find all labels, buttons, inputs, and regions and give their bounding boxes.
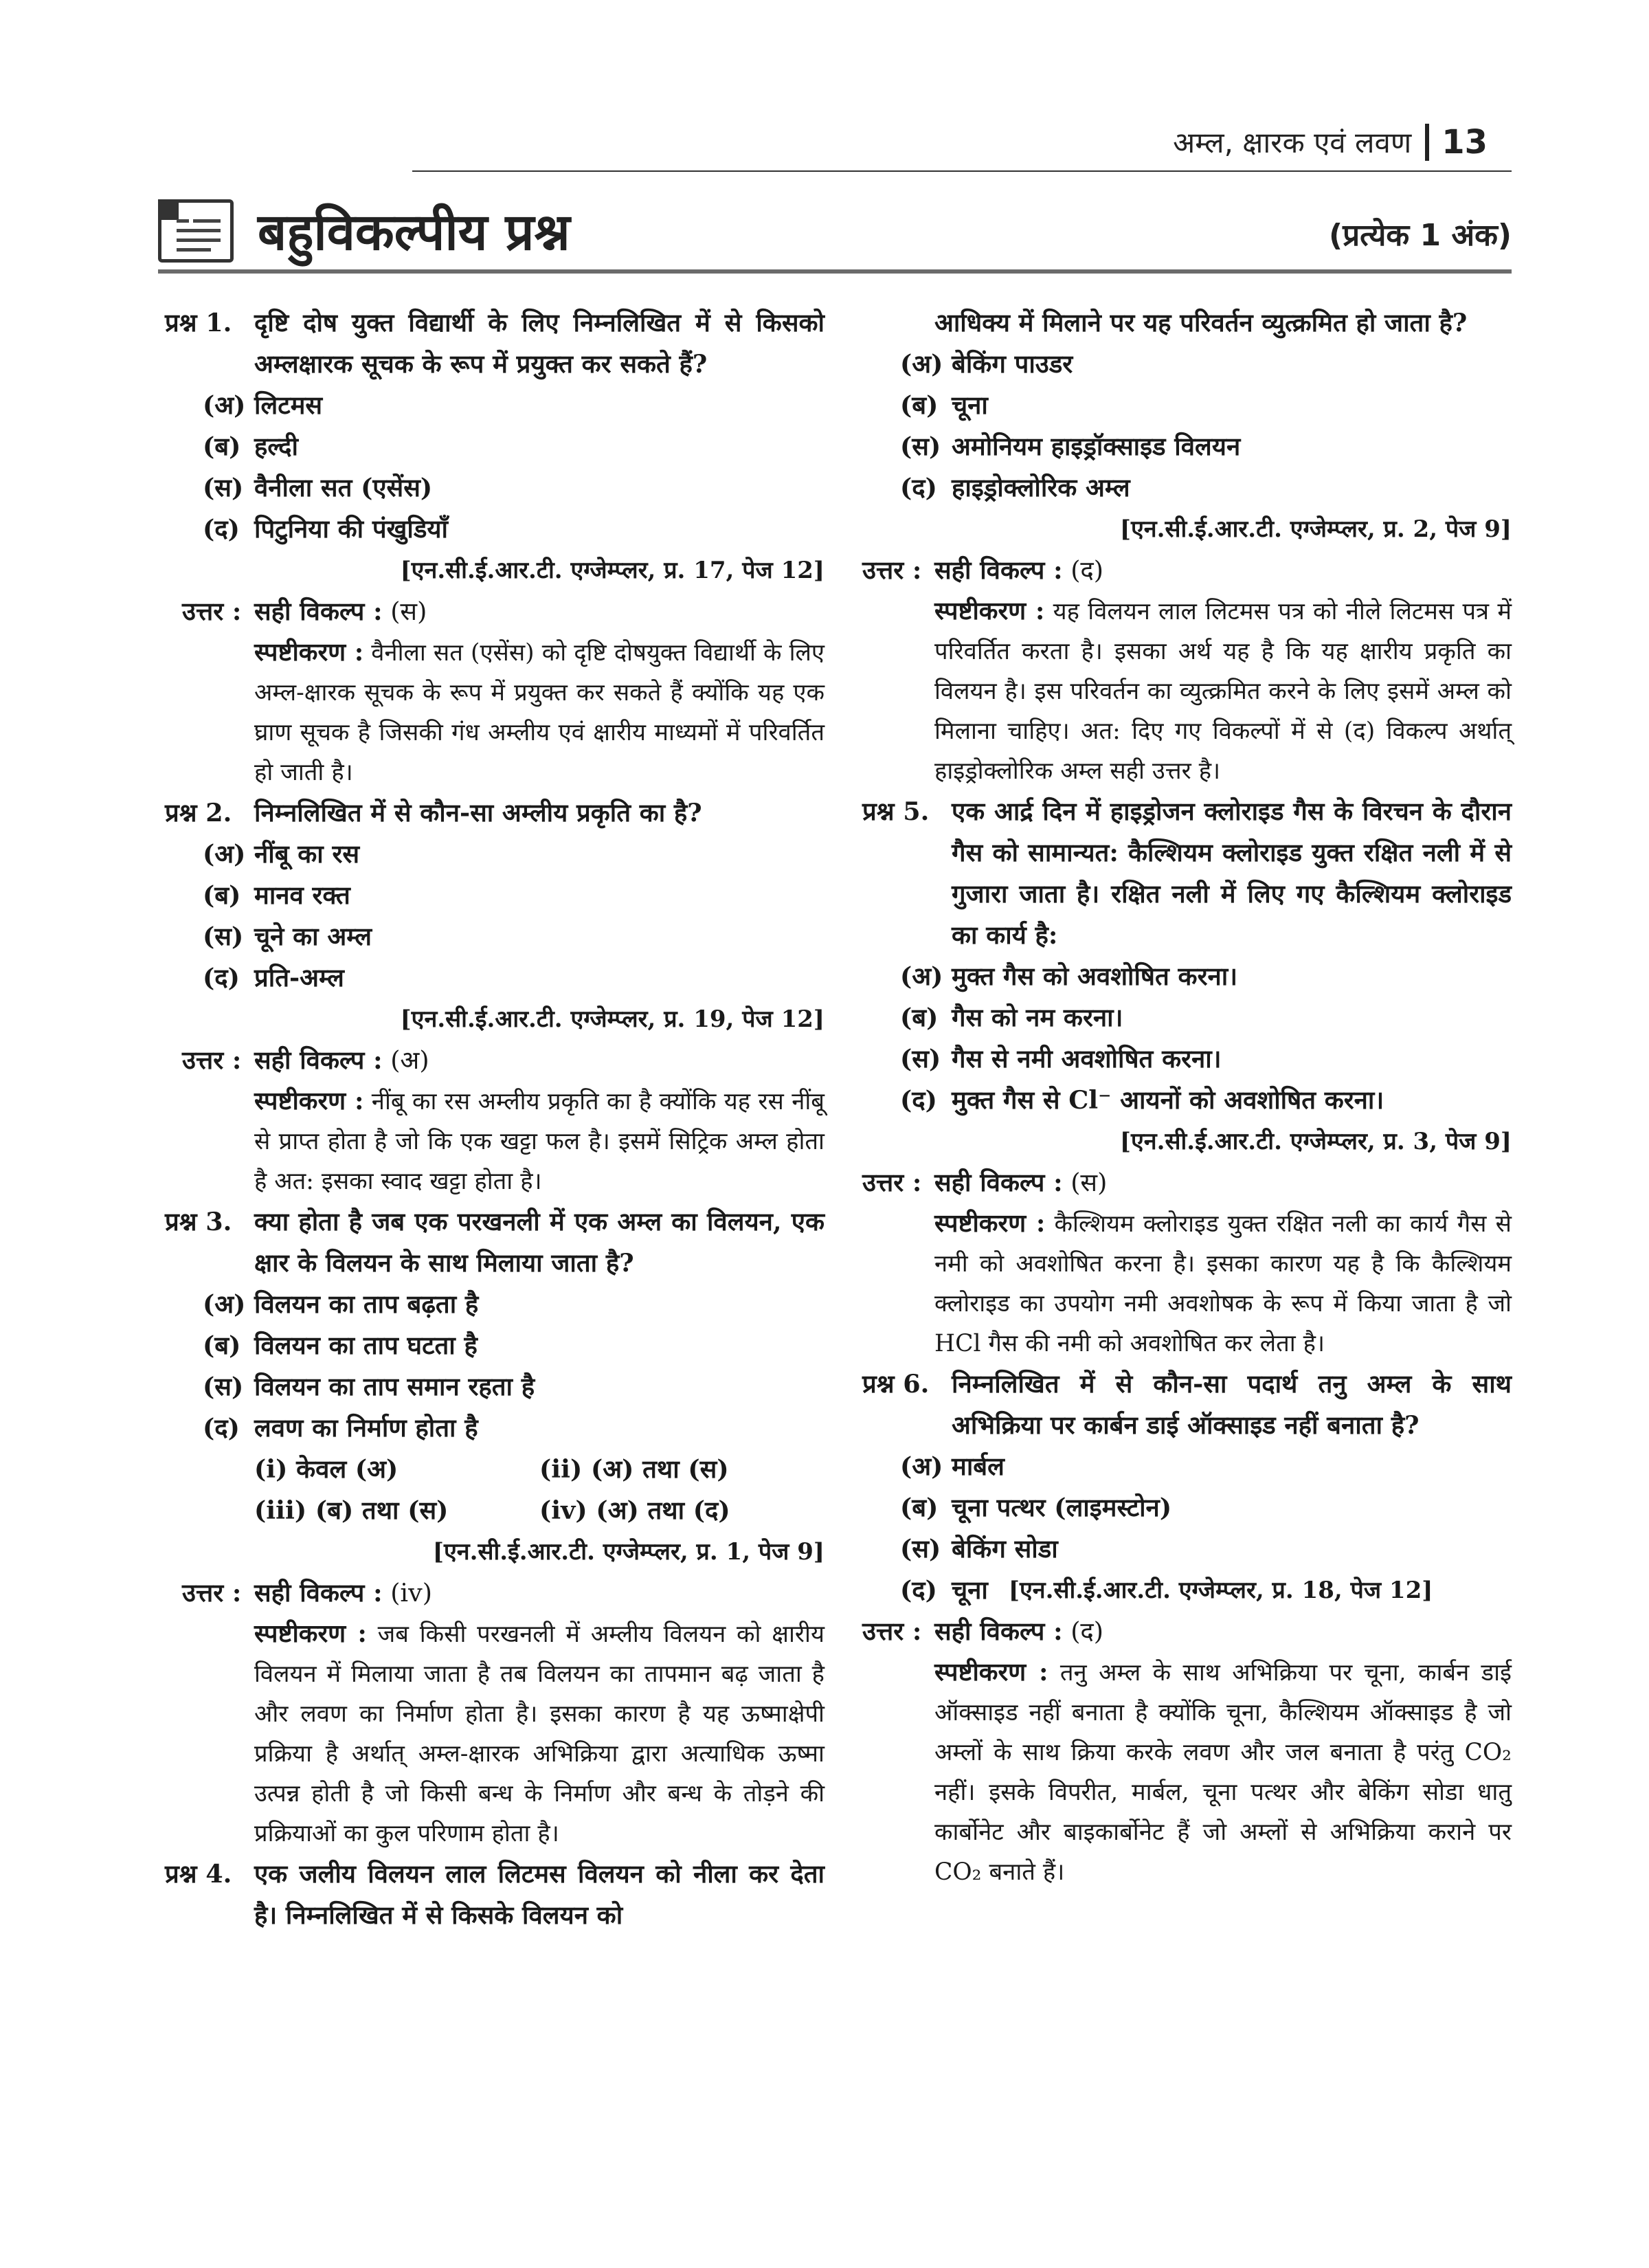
question-number: प्रश्न 3. <box>165 1207 232 1236</box>
source-reference: [एन.सी.ई.आर.टी. एग्जेम्प्लर, प्र. 2, पेज 9] <box>1119 515 1512 543</box>
question-5 <box>862 791 1512 1364</box>
explanation: स्पष्टीकरण : तनु अम्ल के साथ अभिक्रिया पर चूना, कार्बन डाई ऑक्साइड नहीं बनाता है क्योंकि चूना, कैल्शियम ऑक्साइड है जो अम्लों के साथ क्रिया करके लवण और जल बनाता है परंतु CO₂ नहीं। इसके विपरीत, मार्बल, चूना पत्थर और बेकिंग सोडा धातु कार्बोनेट और बाइकार्बोनेट हैं जो अम्लों से अभिक्रिया कराने पर CO₂ बनाते हैं। <box>934 1658 1512 1886</box>
option: (स) अमोनियम हाइड्रॉक्साइड विलयन <box>900 432 1241 461</box>
option: (अ) नींबू का रस <box>203 839 360 869</box>
answer: उत्तर : सही विकल्प : (अ) <box>182 1045 429 1075</box>
option: (स) विलयन का ताप समान रहता है <box>203 1372 535 1401</box>
answer: उत्तर : सही विकल्प : (iv) <box>182 1578 432 1608</box>
header-divider <box>1425 124 1429 161</box>
question-text: प्रश्न 3. क्या होता है जब एक परखनली में एक अम्ल का विलयन, एक क्षार के विलयन के साथ मिलाया जाता है? <box>165 1201 824 1284</box>
explanation: स्पष्टीकरण : जब किसी परखनली में अम्लीय विलयन को क्षारीय विलयन में मिलाया जाता है तब विलयन का तापमान बढ़ जाता है और लवण का निर्माण होता है। इसका कारण है यह ऊष्माक्षेपी प्रक्रिया है अर्थात् अम्ल-क्षारक अभिक्रिया द्वारा अत्याधिक ऊष्मा उत्पन्न होती है जो किसी बन्ध के निर्माण और बन्ध के तोड़ने की प्रक्रियाओं का कुल परिणाम होता है। <box>254 1619 824 1847</box>
question-text: प्रश्न 1. दृष्टि दोष युक्त विद्यार्थी के लिए निम्नलिखित में से किसको अम्लक्षारक सूचक के रूप में प्रयुक्त कर सकते हैं? <box>165 302 824 385</box>
answer: उत्तर : सही विकल्प : (द) <box>862 555 1104 585</box>
option: (अ) विलयन का ताप बढ़ता है <box>203 1289 479 1319</box>
explanation: स्पष्टीकरण : कैल्शियम क्लोराइड युक्त रक्षित नली का कार्य गैस से नमी को अवशोषित करना है। इसका कारण यह है कि कैल्शियम क्लोराइड का उपयोग नमी अवशोषक के रूप में किया जाता है जो HCl गैस की नमी को अवशोषित कर लेता है। <box>934 1209 1512 1357</box>
option: (अ) मार्बल <box>900 1452 1005 1481</box>
option: (द) प्रति-अम्ल <box>203 963 344 992</box>
explanation: स्पष्टीकरण : यह विलयन लाल लिटमस पत्र को नीले लिटमस पत्र में परिवर्तित करता है। इसका अर्थ यह है कि यह क्षारीय प्रकृति का विलयन है। इस परिवर्तन का व्युत्क्रमित करने के लिए इसमें अम्ल को मिलाना चाहिए। अत: दिए गए विकल्पों में से (द) विकल्प अर्थात् हाइड्रोक्लोरिक अम्ल सही उत्तर है। <box>934 597 1512 785</box>
answer: उत्तर : सही विकल्प : (द) <box>862 1616 1104 1646</box>
question-6 <box>862 1364 1512 1892</box>
question-text: आधिक्य में मिलाने पर यह परिवर्तन व्युत्क्रमित हो जाता है? <box>934 308 1468 337</box>
question-number: प्रश्न 6. <box>862 1369 930 1399</box>
page-number: 13 <box>1442 122 1488 162</box>
sub-option: (iii) (ब) तथा (स) <box>254 1496 449 1525</box>
question-4-continued <box>862 302 1512 791</box>
question-4 <box>165 1854 824 1936</box>
question-number: प्रश्न 1. <box>165 308 232 337</box>
running-title: अम्ल, क्षारक एवं लवण <box>1173 126 1412 159</box>
source-reference: [एन.सी.ई.आर.टी. एग्जेम्प्लर, प्र. 17, पेज 12] <box>400 557 824 584</box>
option: (स) बेकिंग सोडा <box>900 1534 1058 1564</box>
section-heading <box>158 199 1512 268</box>
option: (द) हाइड्रोक्लोरिक अम्ल <box>900 473 1130 502</box>
source-reference: [एन.सी.ई.आर.टी. एग्जेम्प्लर, प्र. 1, पेज 9] <box>432 1538 824 1566</box>
section-rule <box>158 269 1512 274</box>
sub-option: (i) केवल (अ) <box>254 1454 399 1484</box>
source-reference: [एन.सी.ई.आर.टी. एग्जेम्प्लर, प्र. 19, पेज 12] <box>400 1005 824 1033</box>
document-list-icon <box>158 199 234 263</box>
option: (द) चूना [एन.सी.ई.आर.टी. एग्जेम्प्लर, प्र. 18, पेज 12] <box>862 1570 1512 1611</box>
question-text: प्रश्न 6. निम्नलिखित में से कौन-सा पदार्थ तनु अम्ल के साथ अभिक्रिया पर कार्बन डाई ऑक्साइड नहीं बनाता है? <box>862 1364 1512 1446</box>
sub-options <box>165 1449 824 1531</box>
sub-option: (iv) (अ) तथा (द) <box>539 1496 730 1525</box>
right-column <box>862 302 1512 1892</box>
option: (ब) हल्दी <box>203 432 298 461</box>
option: (स) वैनीला सत (एसेंस) <box>203 473 433 502</box>
option: (ब) मानव रक्त <box>203 880 350 910</box>
question-1 <box>165 302 824 792</box>
option: (ब) चूना पत्थर (लाइमस्टोन) <box>900 1493 1172 1522</box>
option: (स) चूने का अम्ल <box>203 922 372 951</box>
option: (ब) गैस को नम करना। <box>900 1003 1123 1032</box>
sub-option: (ii) (अ) तथा (स) <box>539 1454 729 1484</box>
option: (अ) लिटमस <box>203 390 323 420</box>
question-2 <box>165 792 824 1201</box>
question-number: प्रश्न 2. <box>165 798 232 827</box>
option: (स) गैस से नमी अवशोषित करना। <box>900 1044 1222 1074</box>
section-marks: (प्रत्येक 1 अंक) <box>1329 218 1512 253</box>
question-number: प्रश्न 5. <box>862 797 930 826</box>
option: (द) लवण का निर्माण होता है <box>203 1413 478 1443</box>
section-title: बहुविकल्पीय प्रश्न <box>258 203 570 262</box>
explanation: स्पष्टीकरण : वैनीला सत (एसेंस) को दृष्टि दोषयुक्त विद्यार्थी के लिए अम्ल-क्षारक सूचक के रूप में प्रयुक्त कर सकते हैं क्योंकि यह एक घ्राण सूचक है जिसकी गंध अम्लीय एवं क्षारीय माध्यमों में परिवर्तित हो जाती है। <box>254 638 824 786</box>
option: (द) मुक्त गैस से Cl⁻ आयनों को अवशोषित करना। <box>900 1085 1384 1115</box>
option: (अ) बेकिंग पाउडर <box>900 349 1073 379</box>
left-column <box>165 302 824 1936</box>
header-rule <box>412 170 1512 172</box>
option: (ब) विलयन का ताप घटता है <box>203 1331 478 1360</box>
question-text: प्रश्न 2. निम्नलिखित में से कौन-सा अम्लीय प्रकृति का है? <box>165 792 824 834</box>
question-3 <box>165 1201 824 1854</box>
option: (अ) मुक्त गैस को अवशोषित करना। <box>900 961 1238 991</box>
question-number: प्रश्न 4. <box>165 1859 232 1889</box>
option: (ब) चूना <box>900 390 988 420</box>
explanation: स्पष्टीकरण : नींबू का रस अम्लीय प्रकृति का है क्योंकि यह रस नींबू से प्राप्त होता है जो कि एक खट्टा फल है। इसमें सिट्रिक अम्ल होता है अत: इसका स्वाद खट्टा होता है। <box>254 1087 825 1195</box>
answer: उत्तर : सही विकल्प : (स) <box>182 597 427 626</box>
question-text: प्रश्न 5. एक आर्द्र दिन में हाइड्रोजन क्लोराइड गैस के विरचन के दौरान गैस को सामान्यत: कैल्शियम क्लोराइड युक्त रक्षित नली में से गुजारा जाता है। रक्षित नली में लिए गए कैल्शियम क्लोराइड का कार्य है: <box>862 791 1512 956</box>
source-reference: [एन.सी.ई.आर.टी. एग्जेम्प्लर, प्र. 18, पेज 12] <box>1008 1577 1433 1604</box>
running-header <box>1173 122 1488 162</box>
question-text: प्रश्न 4. एक जलीय विलयन लाल लिटमस विलयन को नीला कर देता है। निम्नलिखित में से किसके विलयन को <box>165 1854 824 1936</box>
source-reference: [एन.सी.ई.आर.टी. एग्जेम्प्लर, प्र. 3, पेज 9] <box>1119 1128 1512 1155</box>
answer: उत्तर : सही विकल्प : (स) <box>862 1168 1108 1197</box>
option: (द) पिटुनिया की पंखुडियाँ <box>203 514 449 544</box>
